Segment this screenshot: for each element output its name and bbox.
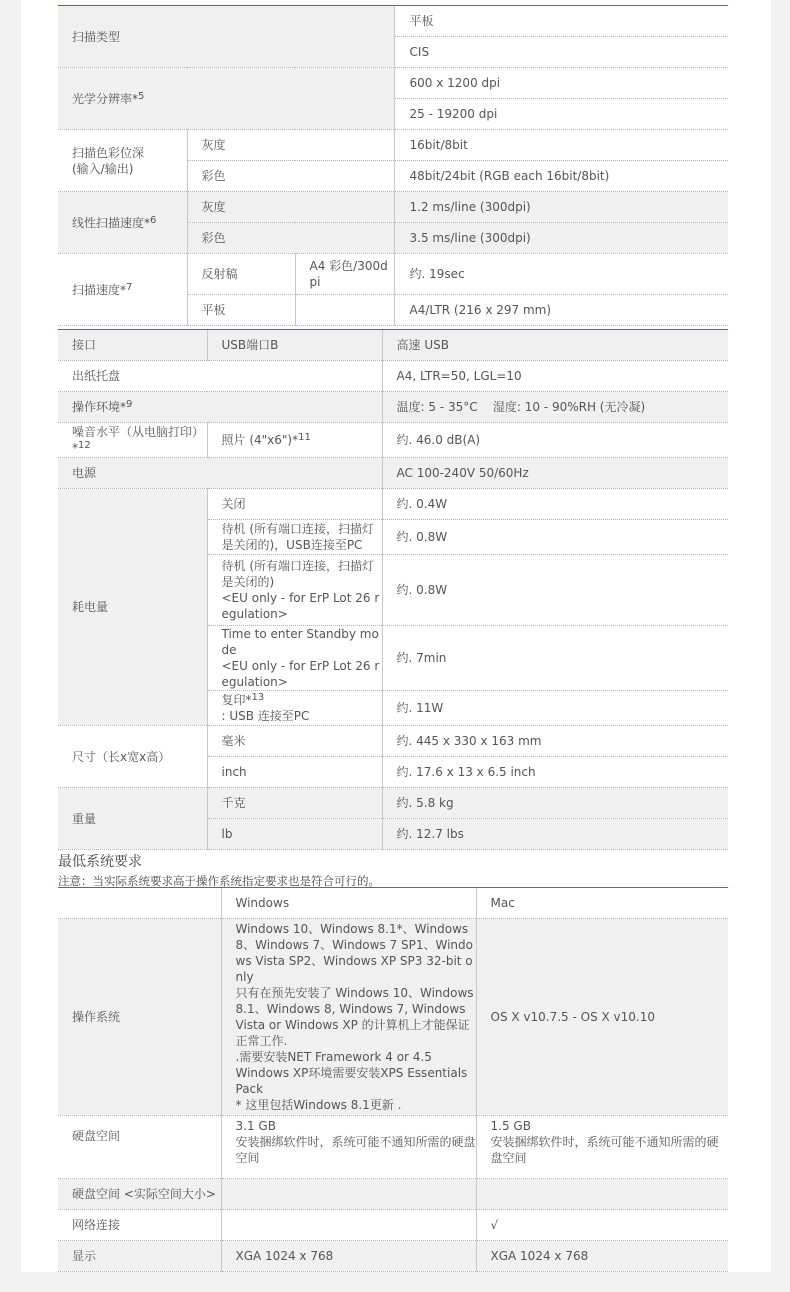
size-sub-mm: 毫米 [207,726,382,757]
disk-windows: 3.1 GB 安装捆绑软件时，系统可能不通知所需的硬盘空间 [221,1116,476,1179]
general-spec-table [58,329,728,850]
disk-mac: 1.5 GB 安装捆绑软件时，系统可能不通知所需的硬盘空间 [476,1116,728,1179]
size-value-inch: 约. 17.6 x 13 x 6.5 inch [382,757,728,788]
scan-type-value-2: CIS [394,37,728,68]
optical-resolution-value-1: 600 x 1200 dpi [394,68,728,99]
column-windows: Windows [221,888,476,919]
scan-speed-value-flatbed: A4/LTR (216 x 297 mm) [394,295,728,326]
consumption-value-off: 约. 0.4W [382,489,728,520]
display-label: 显示 [58,1241,221,1272]
color-depth-sub-color: 彩色 [187,161,394,192]
optical-resolution-label: 光学分辨率*$^5$ [58,68,394,130]
network-label: 网络连接 [58,1210,221,1241]
scan-speed-sub2-reflective: A4 彩色/300dpi [295,254,394,295]
weight-sub-lb: lb [207,819,382,850]
display-mac: XGA 1024 x 768 [476,1241,728,1272]
network-windows [221,1210,476,1241]
weight-value-kg: 约. 5.8 kg [382,788,728,819]
scan-speed-sub2-flatbed [295,295,394,326]
requirements-header-blank [58,888,221,919]
consumption-sub-copy: 复印*$^{13}$ : USB 连接至PC [207,691,382,726]
consumption-value-standby-time: 约. 7min [382,626,728,691]
consumption-value-standby-eu: 约. 0.8W [382,555,728,626]
requirements-note: 注意：当实际系统要求高于操作系统指定要求也是符合可行的。 [58,874,380,888]
network-mac: √ [476,1210,728,1241]
disk-actual-mac [476,1179,728,1210]
os-mac: OS X v10.7.5 - OS X v10.10 [476,919,728,1116]
consumption-sub-standby: 待机 (所有端口连接，扫描灯是关闭的)，USB连接至PC [207,520,382,555]
os-windows: Windows 10、Windows 8.1*、Windows 8、Windows 7、Windows 7 SP1、Windows Vista SP2、Windows XP SP3 32-bit only 只有在预先安装了 Windows 10、Windows 8.1、Windows 8, Windows 7, Windows Vista or Windows XP 的计算机上才能保证正常工作. .需要安装NET Framework 4 or 4.5 Windows XP环境需要安装XPS Essentials Pack * 这里包括Windows 8.1更新 . [221,919,476,1116]
consumption-sub-off: 关闭 [207,489,382,520]
os-label: 操作系统 [58,919,221,1116]
line-speed-value-color: 3.5 ms/line (300dpi) [394,223,728,254]
interface-value: 高速 USB [382,330,728,361]
scanner-spec-table [58,5,728,326]
size-sub-inch: inch [207,757,382,788]
scan-type-label: 扫描类型 [58,6,394,68]
weight-label: 重量 [58,788,207,850]
interface-label: 接口 [58,330,207,361]
line-speed-sub-color: 彩色 [187,223,394,254]
line-speed-label: 线性扫描速度*$^6$ [58,192,187,254]
scan-speed-value-reflective: 约. 19sec [394,254,728,295]
interface-sub: USB端口B [207,330,382,361]
spec-page [21,0,771,1272]
environment-value: 温度: 5 - 35°C 湿度: 10 - 90%RH (无冷凝) [382,392,728,423]
consumption-sub-standby-eu: 待机 (所有端口连接，扫描灯是关闭的) <EU only - for ErP Lot 26 regulation> [207,555,382,626]
color-depth-label: 扫描色彩位深 (输入/输出) [58,130,187,192]
noise-sub: 照片 (4"x6")*$^{11}$ [207,423,382,458]
scan-speed-sub-reflective: 反射稿 [187,254,295,295]
tray-value: A4, LTR=50, LGL=10 [382,361,728,392]
noise-label: 噪音水平（从电脑打印）*$^{12}$ [58,423,207,458]
requirements-heading: 最低系统要求 [58,854,142,870]
consumption-label: 耗电量 [58,489,207,726]
power-value: AC 100-240V 50/60Hz [382,458,728,489]
line-speed-value-gray: 1.2 ms/line (300dpi) [394,192,728,223]
power-label: 电源 [58,458,382,489]
color-depth-value-gray: 16bit/8bit [394,130,728,161]
column-mac: Mac [476,888,728,919]
size-value-mm: 约. 445 x 330 x 163 mm [382,726,728,757]
tray-label: 出纸托盘 [58,361,382,392]
size-label: 尺寸（长x宽x高） [58,726,207,788]
scan-speed-label: 扫描速度*$^7$ [58,254,187,326]
consumption-value-copy: 约. 11W [382,691,728,726]
disk-actual-windows [221,1179,476,1210]
consumption-sub-standby-time: Time to enter Standby mode <EU only - for ErP Lot 26 regulation> [207,626,382,691]
line-speed-sub-gray: 灰度 [187,192,394,223]
noise-value: 约. 46.0 dB(A) [382,423,728,458]
weight-sub-kg: 千克 [207,788,382,819]
display-windows: XGA 1024 x 768 [221,1241,476,1272]
disk-actual-label: 硬盘空间 <实际空间大小> [58,1179,221,1210]
optical-resolution-value-2: 25 - 19200 dpi [394,99,728,130]
disk-label: 硬盘空间 [58,1116,221,1179]
requirements-table [58,887,728,1272]
weight-value-lb: 约. 12.7 lbs [382,819,728,850]
environment-label: 操作环境*$^9$ [58,392,382,423]
color-depth-sub-gray: 灰度 [187,130,394,161]
color-depth-value-color: 48bit/24bit (RGB each 16bit/8bit) [394,161,728,192]
scan-type-value-1: 平板 [394,6,728,37]
consumption-value-standby: 约. 0.8W [382,520,728,555]
scan-speed-sub-flatbed: 平板 [187,295,295,326]
